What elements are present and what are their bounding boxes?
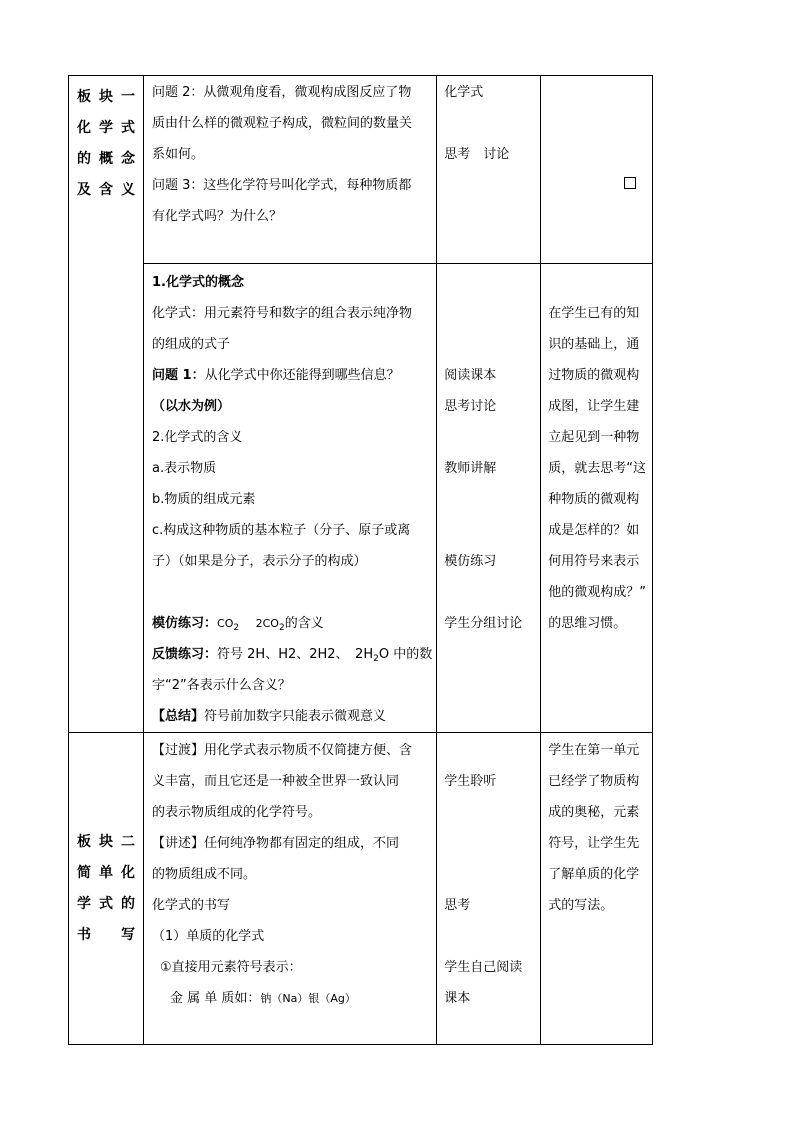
question1: 问题 1：从化学式中你还能得到哪些信息？	[152, 368, 400, 383]
section1-activity-cell-1: 化学式 思考 讨论	[437, 76, 541, 264]
section1-questions-cell	[144, 76, 437, 264]
section1-concept-cell: 1.化学式的概念 化学式：用元素符号和数字的组合表示纯净物 的组成的式子 问题 1：从化学式中你还能得到哪些信息？ （以水为例） 2.化学式的含义 a.表示物质 b.物质的组成元素 c.构成这种物质的基本粒子（分子、原子或离 子）（如果是分子，表示分子的构成） 模仿练习：$CO_2$ $2CO_2$的含义 反馈练习：符号 2H、H2、2H2、 $2H_2O$ 中的数 字“2”各表示什么含义？ 【总结】符号前加数字只能表示微观意义	[144, 264, 437, 733]
section2-activity-cell: 学生聆听 思考 学生自己阅读 课本	[437, 733, 541, 1045]
feedback-line: 反馈练习：符号 2H、H2、2H2、 $2H_2O$ 中的数	[152, 647, 433, 664]
writing-heading: 化学式的书写	[152, 898, 231, 913]
section2-title-cell	[69, 733, 144, 1045]
checkbox-icon	[624, 177, 636, 189]
lecture-line1: 【讲述】任何纯净物都有固定的组成，不同	[152, 836, 400, 851]
question2-line2: 质由什么样的微观粒子构成，微粒间的数量关	[152, 116, 413, 131]
section1-title-cell	[69, 76, 144, 733]
metal-example: 金 属 单 质如：钠（Na）银（Ag）	[170, 991, 356, 1006]
table-row	[69, 76, 653, 264]
question3-line1: 问题 3：这些化学符号叫化学式，每种物质都	[152, 178, 412, 193]
concept-heading: 1.化学式的概念	[152, 275, 244, 290]
question2-line1: 问题 2：从微观角度看，微观构成图反应了物	[152, 85, 412, 100]
table-row	[69, 733, 653, 1045]
section1-activity-cell-2: 阅读课本 思考讨论 教师讲解 模仿练习 学生分组讨论	[437, 264, 541, 733]
section2-content-cell: 【过渡】用化学式表示物质不仅简捷方便、含 义丰富，而且它还是一种被全世界一致认同 的表示物质组成的化学符号。 【讲述】任何纯净物都有固定的组成，不同 的物质组成不同。 化学式的书写 （1）单质的化学式 ①直接用元素符号表示： 金 属 单 质如：钠（Na）银（Ag）	[144, 733, 437, 1045]
practice-line: 模仿练习：$CO_2$ $2CO_2$的含义	[152, 616, 324, 633]
question2-line3: 系如何。	[152, 147, 205, 162]
transition-line1: 【过渡】用化学式表示物质不仅简捷方便、含	[152, 743, 413, 758]
section1-intent-cell-1	[541, 76, 653, 264]
section1-title: 板块一 化学式 的概念 及含义	[77, 89, 135, 198]
lesson-plan-table	[68, 75, 653, 1045]
question3-line2: 有化学式吗？为什么？	[152, 209, 283, 224]
section1-intent-cell-2: 在学生已有的知 识的基础上，通 过物质的微观构 成图，让学生建 立起见到一种物 质，就去思考“这 种物质的微观构 成是怎样的？如 何用符号来表示 他的微观构成？” 的思维习惯。	[541, 264, 653, 733]
summary-line: 【总结】符号前加数字只能表示微观意义	[152, 709, 387, 724]
table-row	[69, 264, 653, 733]
section2-intent-cell: 学生在第一单元 已经学了物质构 成的奥秘，元素 符号，让学生先 了解单质的化学 式的写法。	[541, 733, 653, 1045]
section2-title: 板块二 简单化 学式的 书写	[77, 834, 135, 943]
meaning-heading: 2.化学式的含义	[152, 430, 243, 445]
